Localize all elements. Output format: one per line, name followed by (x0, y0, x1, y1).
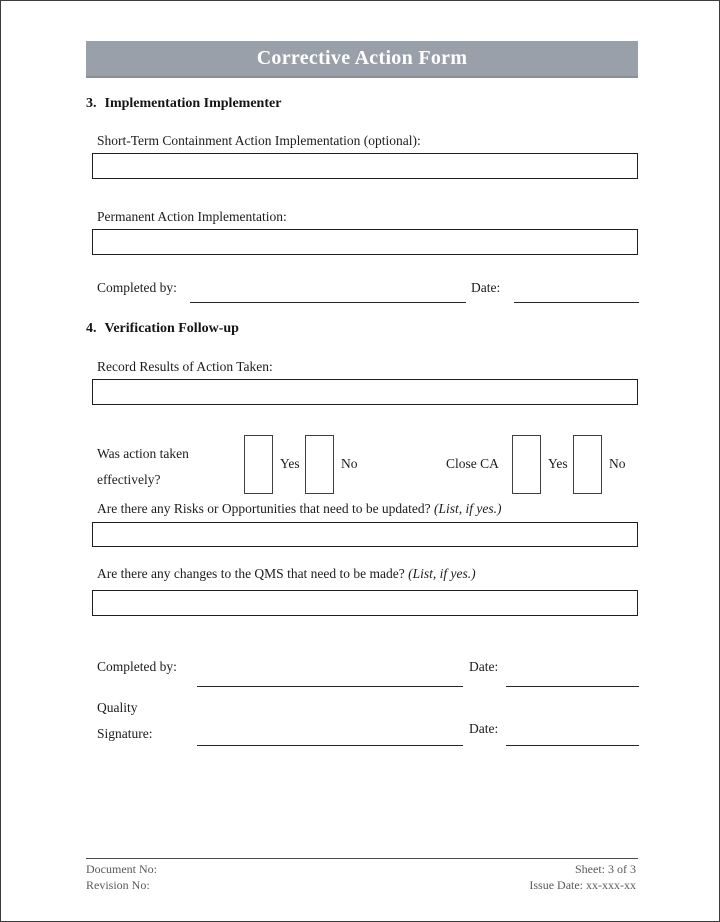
date-label-1: Date: (471, 280, 501, 295)
effective-question-label (97, 441, 189, 493)
qms-question-text: Are there any changes to the QMS that need to be made? (97, 566, 405, 581)
qms-input-box[interactable] (92, 590, 638, 616)
qms-question-note: (List, if yes.) (408, 566, 476, 581)
section-3-number: 3. (86, 96, 97, 111)
footer-divider (86, 858, 638, 859)
revision-no-label: Revision No: (86, 878, 150, 892)
risks-input-box[interactable] (92, 522, 638, 547)
section-3-heading (86, 96, 281, 112)
completed-by-label-2: Completed by: (97, 659, 177, 674)
document-no-label: Document No: (86, 862, 157, 876)
close-ca-yes-checkbox[interactable] (512, 435, 541, 494)
issue-date-label: Issue Date: xx-xxx-xx (529, 878, 636, 892)
record-results-label: Record Results of Action Taken: (97, 359, 273, 374)
completed-by-line-2[interactable] (197, 686, 463, 687)
effective-no-checkbox[interactable] (305, 435, 334, 494)
quality-signature-line1: Quality (97, 700, 138, 715)
section-4-number: 4. (86, 321, 97, 336)
effective-no-label: No (341, 456, 358, 471)
quality-signature-line[interactable] (197, 745, 463, 746)
completed-by-label-1: Completed by: (97, 280, 177, 295)
close-ca-no-label: No (609, 456, 626, 471)
risks-question-text: Are there any Risks or Opportunities that need to be updated? (97, 501, 431, 516)
section-4-title: Verification Follow-up (104, 321, 239, 336)
section-3-title: Implementation Implementer (104, 96, 282, 111)
date-line-1[interactable] (514, 302, 639, 303)
close-ca-yes-label: Yes (548, 456, 568, 471)
permanent-action-input-box[interactable] (92, 229, 638, 255)
short-term-input-box[interactable] (92, 153, 638, 179)
section-4-heading (86, 321, 239, 337)
date-label-3: Date: (469, 721, 499, 736)
completed-by-line-1[interactable] (190, 302, 466, 303)
date-line-2[interactable] (506, 686, 639, 687)
record-results-input-box[interactable] (92, 379, 638, 405)
form-title-bar (86, 41, 638, 78)
close-ca-label: Close CA (446, 456, 499, 471)
date-line-3[interactable] (506, 745, 639, 746)
effective-question-line1: Was action taken (97, 446, 189, 461)
date-label-2: Date: (469, 659, 499, 674)
sheet-label: Sheet: 3 of 3 (575, 862, 636, 876)
short-term-label: Short-Term Containment Action Implementation (optional): (97, 133, 421, 148)
quality-signature-label (97, 695, 153, 747)
form-title: Corrective Action Form (256, 47, 468, 69)
close-ca-no-checkbox[interactable] (573, 435, 602, 494)
quality-signature-line2: Signature: (97, 726, 153, 741)
risks-question-note: (List, if yes.) (434, 501, 502, 516)
qms-question-label (97, 566, 476, 582)
effective-yes-checkbox[interactable] (244, 435, 273, 494)
permanent-action-label: Permanent Action Implementation: (97, 209, 287, 224)
effective-yes-label: Yes (280, 456, 300, 471)
risks-question-label (97, 501, 502, 517)
effective-question-line2: effectively? (97, 472, 161, 487)
